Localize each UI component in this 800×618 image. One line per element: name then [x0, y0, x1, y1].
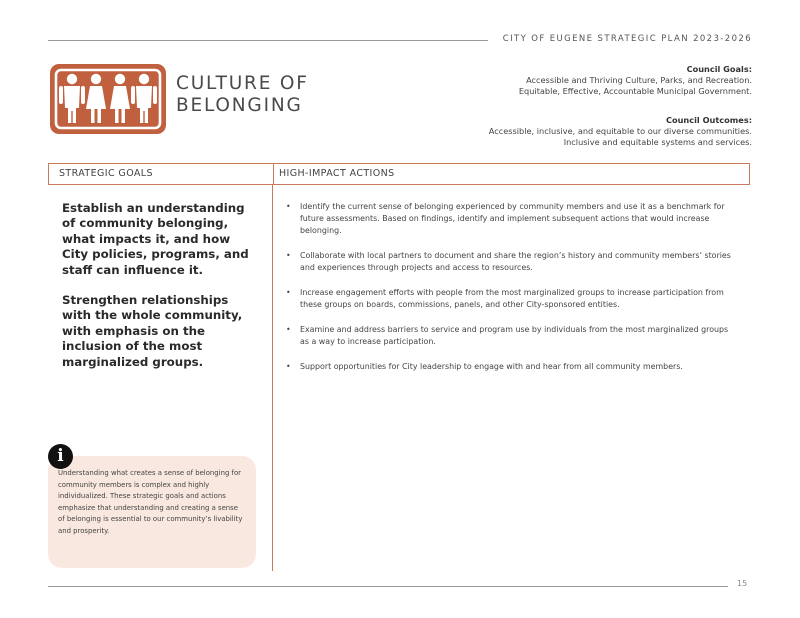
- bullet-icon: •: [286, 287, 291, 297]
- four-people-icon: [50, 64, 166, 134]
- action-text: Support opportunities for City leadership to engage with and hear from all community members.: [300, 362, 683, 372]
- high-impact-actions-list: [286, 201, 734, 386]
- header-rule: [48, 40, 488, 41]
- column-divider: [272, 185, 273, 571]
- document-title: CITY OF EUGENE STRATEGIC PLAN 2023-2026: [502, 34, 752, 44]
- action-item: [286, 201, 734, 236]
- section-title-line1: CULTURE OF: [176, 73, 309, 94]
- action-item: [286, 361, 734, 373]
- info-callout: [48, 456, 256, 568]
- council-outcomes-heading: Council Outcomes:: [665, 115, 752, 125]
- column-header-divider: [273, 164, 274, 184]
- council-outcome-line: Accessible, inclusive, and equitable to our diverse communities.: [488, 126, 752, 136]
- bullet-icon: •: [286, 202, 291, 211]
- info-callout-text: Understanding what creates a sense of belonging for community members is complex and highly individualized. These strategic goals and actions emphasize that understanding and creating a sense of belonging is essential to our community’s livability and prosperity.: [58, 469, 243, 535]
- action-text: Examine and address barriers to service and program use by individuals from the most marginalized groups as a way to increase participation.: [300, 325, 729, 346]
- footer-rule: [48, 586, 728, 587]
- action-item: [286, 250, 734, 274]
- action-item: [286, 324, 734, 348]
- council-outcome-line: Inclusive and equitable systems and services.: [563, 137, 752, 147]
- council-outcomes: [489, 115, 752, 148]
- council-goals: [519, 64, 752, 97]
- council-goal-line: Equitable, Effective, Accountable Municipal Government.: [518, 86, 752, 96]
- council-goals-heading: Council Goals:: [686, 64, 752, 74]
- council-goal-line: Accessible and Thriving Culture, Parks, and Recreation.: [526, 75, 752, 85]
- strategic-goal: Strengthen relationships with the whole community, with emphasis on the inclusion of the most marginalized groups.: [62, 293, 243, 369]
- column-header-strategic-goals: STRATEGIC GOALS: [59, 168, 153, 179]
- action-text: Increase engagement efforts with people from the most marginalized groups to increase participation from these groups on boards, commissions, panels, and other City-sponsored entities.: [300, 287, 724, 309]
- bullet-icon: •: [286, 362, 291, 372]
- info-icon: i: [48, 444, 73, 469]
- action-text: Collaborate with local partners to document and share the region’s history and community members’ stories and experiences through projects and access to resources.: [300, 250, 731, 272]
- action-item: [286, 287, 734, 311]
- column-header-high-impact-actions: HIGH-IMPACT ACTIONS: [279, 168, 395, 179]
- bullet-icon: •: [286, 250, 291, 260]
- strategic-goal: Establish an understanding of community belonging, what impacts it, and how City policies, programs, and staff can influence it.: [62, 201, 249, 277]
- page-number: 15: [737, 579, 748, 588]
- section-title: [176, 73, 309, 117]
- action-text: Identify the current sense of belonging experienced by community members and use it as a benchmark for future assessments. Based on findings, identify and implement subsequent actions that would increase belonging.: [300, 202, 725, 235]
- table-header: [48, 163, 750, 185]
- strategic-goals-list: [62, 201, 254, 385]
- section-title-line2: BELONGING: [176, 95, 303, 116]
- bullet-icon: •: [286, 325, 291, 335]
